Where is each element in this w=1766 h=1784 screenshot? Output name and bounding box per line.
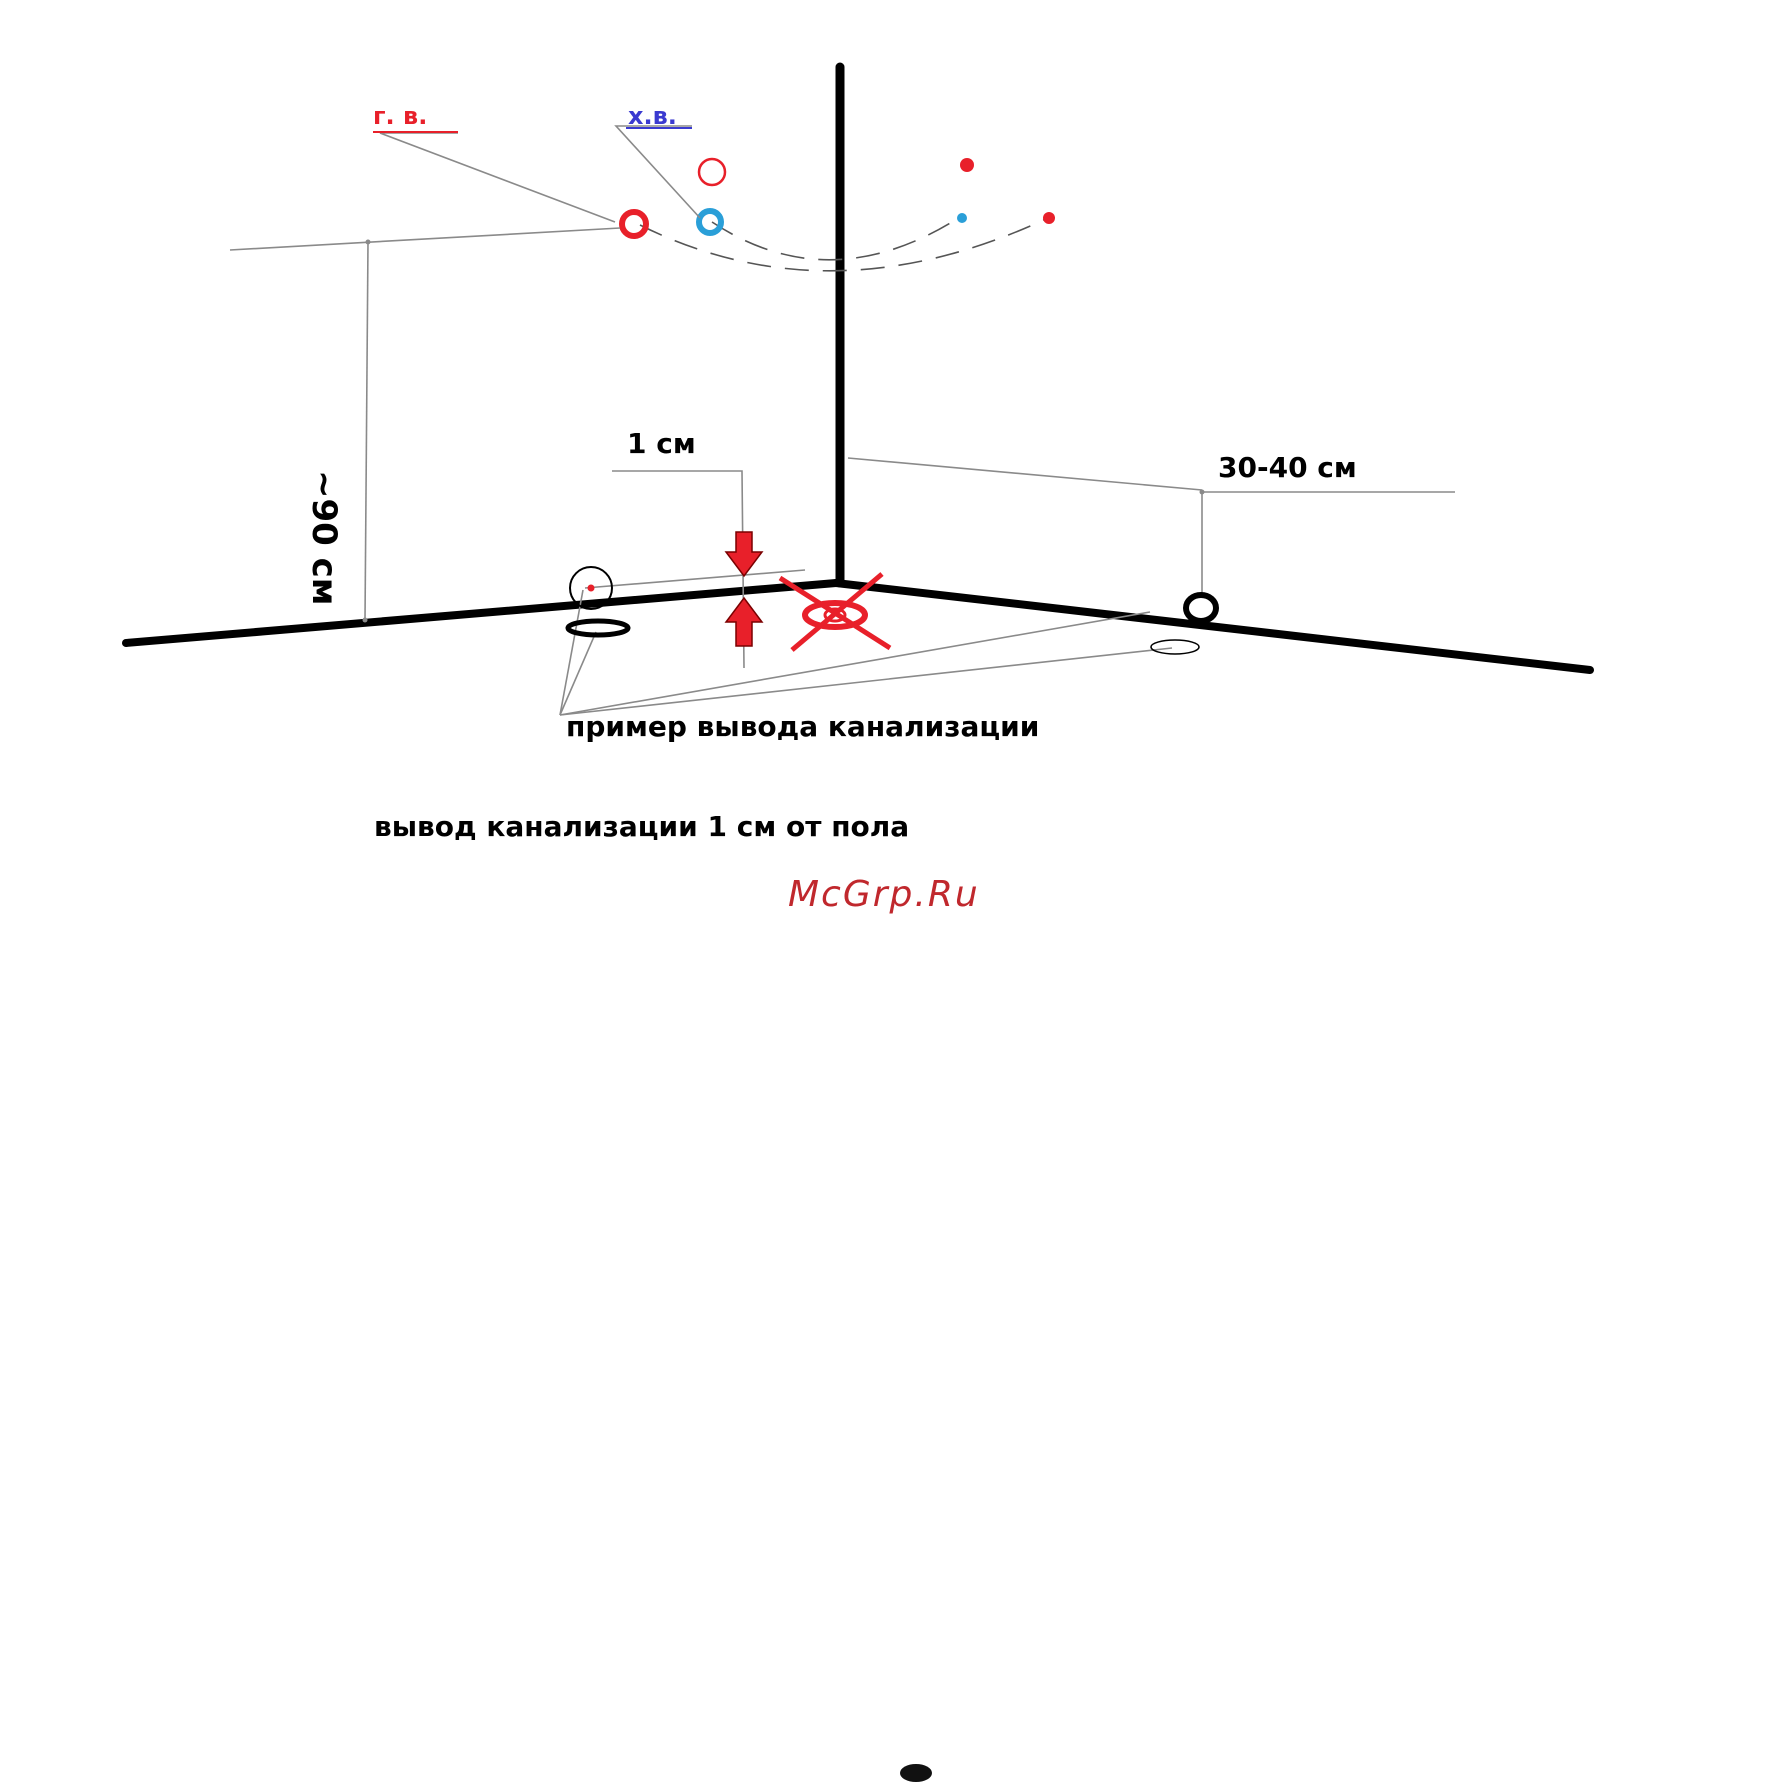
sewer-outlets — [568, 567, 1216, 654]
sewer-outlet-right-icon — [1186, 595, 1216, 621]
height-90-label: ~90 см — [304, 470, 344, 606]
height-30-40-top-line — [848, 458, 1202, 490]
hot-outlet-ring-icon — [622, 212, 646, 236]
height-30-40-label: 30-40 см — [1218, 451, 1357, 484]
height-90-top-line — [230, 228, 620, 250]
cold-water-label: х.в. — [628, 102, 677, 130]
sewer-outlet-floor-icon — [568, 621, 628, 635]
floor-left-edge — [126, 583, 836, 643]
hot-outlet-open-icon — [699, 159, 725, 185]
cold-outlet-ring-icon — [699, 211, 721, 233]
sewer-outlet-left-dot-icon — [588, 585, 595, 592]
arrow-up-icon — [726, 598, 762, 646]
sewer-leader-2 — [560, 632, 596, 715]
gap-1cm-leader — [612, 471, 744, 668]
cold-label-leader — [616, 126, 700, 218]
hot-outlet-dot-right-icon — [1043, 212, 1055, 224]
hot-water-label: г. в. — [373, 102, 428, 130]
sewer-leader-4 — [560, 648, 1172, 715]
page-dot-icon — [900, 1764, 932, 1782]
dimension-tick — [363, 618, 368, 623]
hot-outlet-dot-icon — [960, 158, 974, 172]
dimension-tick — [1200, 490, 1205, 495]
hot-label-leader — [380, 133, 615, 222]
watermark-text: McGrp.Ru — [788, 874, 980, 915]
cold-outlet-dot-icon — [957, 213, 967, 223]
sewer-example-label: пример вывода канализации — [566, 710, 1040, 743]
height-90-dimension — [365, 242, 368, 620]
gap-1cm-label: 1 см — [627, 427, 696, 460]
sewer-outlet-right-floor-icon — [1151, 640, 1199, 654]
dimension-tick — [366, 240, 371, 245]
floor-right-edge — [836, 583, 1590, 670]
arrow-down-icon — [726, 532, 762, 576]
wall-corner — [126, 67, 1590, 670]
sewer-note-label: вывод канализации 1 см от пола — [374, 810, 910, 843]
